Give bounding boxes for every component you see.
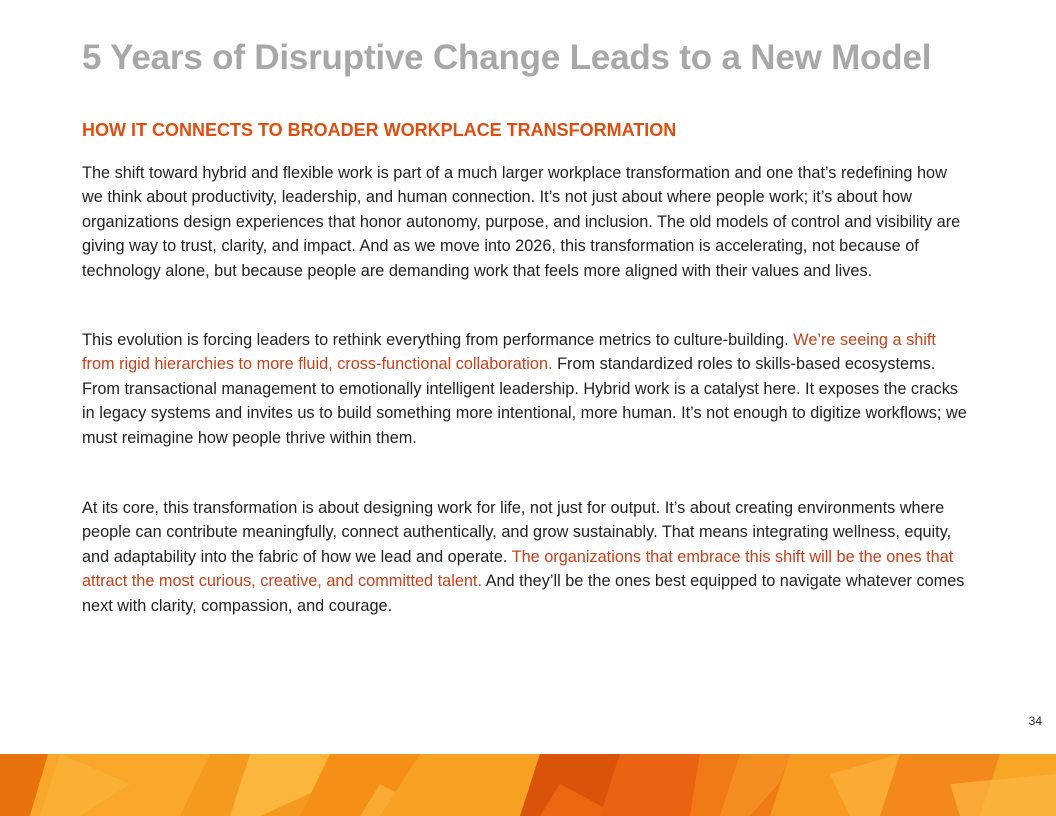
paragraph-text: This evolution is forcing leaders to rethink everything from performance metrics to culture-building.	[82, 331, 794, 349]
paragraph-1	[82, 161, 972, 283]
highlighted-text: The organizations that embrace this shift will be the ones that attract the most curious, creative, and committed talent.	[82, 547, 954, 591]
page-title: 5 Years of Disruptive Change Leads to a New Model	[82, 38, 932, 77]
section-heading: HOW IT CONNECTS TO BROADER WORKPLACE TRANSFORMATION	[82, 120, 677, 140]
page-number: 34	[1028, 714, 1042, 728]
highlighted-text: We’re seeing a shift from rigid hierarchies to more fluid, cross-functional collaboration.	[82, 331, 936, 374]
paragraph-text: At its core, this transformation is about designing work for life, not just for output. It’s about creating environments where people can contribute meaningfully, connect authentically, and grow sustainably. That means integrating wellness, equity, and adaptability into the fabric of how we lead and operate.	[82, 499, 952, 566]
paragraph-text: And they’ll be the ones best equipped to navigate whatever comes next with clarity, compassion, and courage.	[82, 572, 965, 615]
paragraph-3	[82, 496, 972, 618]
decorative-orange-cubes-banner	[0, 754, 1056, 816]
paragraph-text: The shift toward hybrid and flexible work is part of a much larger workplace transformation and one that’s redefining how we think about productivity, leadership, and human connection. It’s not just about where people work; it’s about how organizations design experiences that honor autonomy, purpose, and inclusion. The old models of control and visibility are giving way to trust, clarity, and impact. And as we move into 2026, this transformation is accelerating, not because of technology alone, but because people are demanding work that feels more aligned with their values and lives.	[82, 164, 961, 280]
paragraph-text: From standardized roles to skills-based ecosystems. From transactional management to emotionally intelligent leadership. Hybrid work is a catalyst here. It exposes the cracks in legacy systems and invites us to build something more intentional, more human. It’s not enough to digitize workflows; we must reimagine how people thrive within them.	[82, 355, 967, 447]
paragraph-2	[82, 328, 972, 450]
